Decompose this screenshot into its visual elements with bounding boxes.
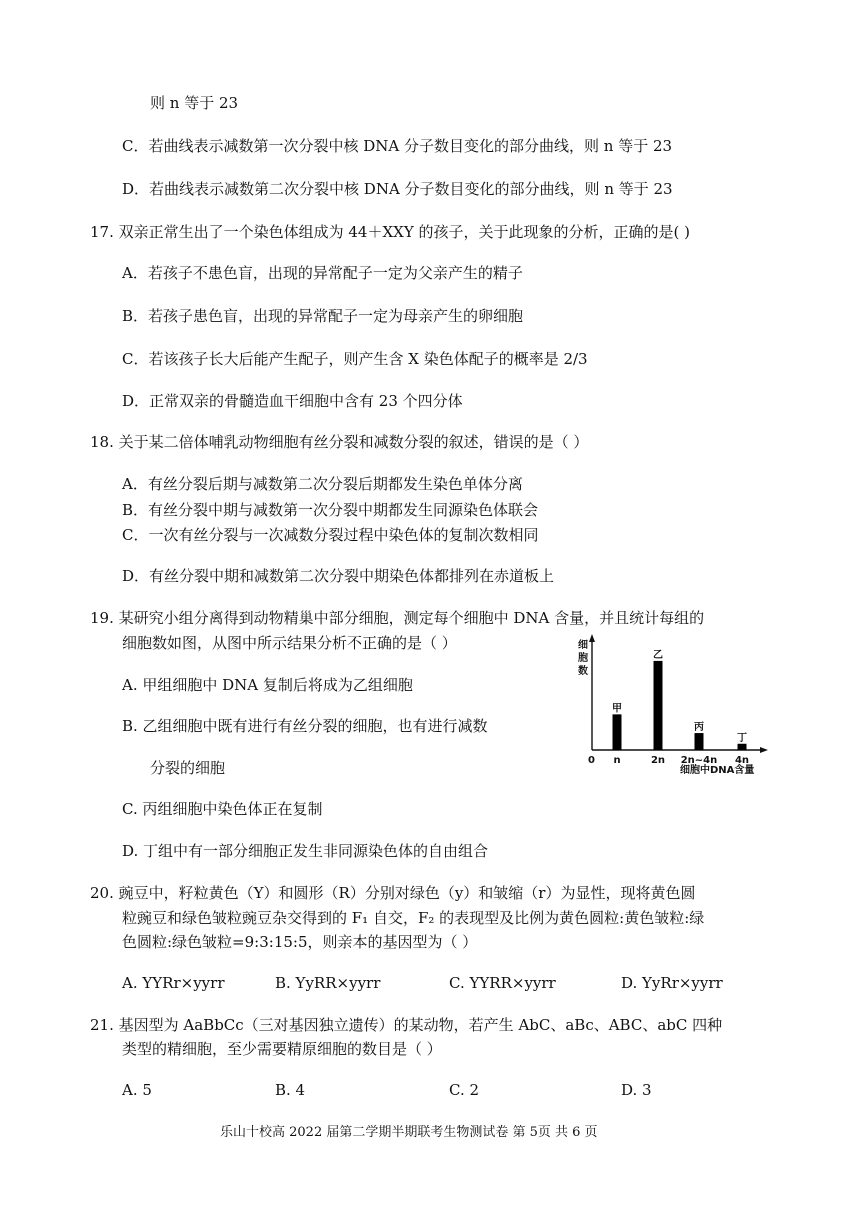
bar-1 [613,714,622,750]
q17-option-d: D．正常双亲的骨髓造血干细胞中含有 23 个四分体 [122,392,463,410]
y-axis-arrow [589,634,595,642]
q21-stem-cont: 类型的精细胞，至少需要精原细胞的数目是（ ） [122,1040,442,1058]
x-axis-label: 细胞中DNA含量 [680,765,755,776]
x-tick-label-3: 2n~4n [680,755,718,766]
bar-label-3: 丙 [694,722,704,734]
q17-option-b: B．若孩子患色盲，出现的异常配子一定为母亲产生的卵细胞 [122,307,524,325]
q18-option-c: C．一次有丝分裂与一次减数分裂过程中染色体的复制次数相同 [122,526,539,544]
q16-option-c: C．若曲线表示减数第一次分裂中核 DNA 分子数目变化的部分曲线，则 n 等于 23 [122,137,673,155]
q18-option-a: A．有丝分裂后期与减数第二次分裂后期都发生染色单体分离 [122,475,523,493]
q17-option-c: C．若该孩子长大后能产生配子，则产生含 X 染色体配子的概率是 2/3 [122,350,588,368]
bar-label-1: 甲 [612,703,622,715]
q20-option-d: D. YyRr×yyrr [621,974,723,992]
q20-stem: 20. 豌豆中，籽粒黄色（Y）和圆形（R）分别对绿色（y）和皱缩（r）为显性，现将黄色圆 [90,884,696,902]
q20-option-c: C. YYRR×yyrr [449,974,556,992]
bar-3 [695,733,704,750]
q19-stem-cont: 细胞数如图，从图中所示结果分析不正确的是（ ） [122,634,457,652]
q21-stem: 21. 基因型为 AaBbCc（三对基因独立遗传）的某动物，若产生 AbC、aBc、ABC、abC 四种 [90,1016,723,1034]
q18-option-d: D．有丝分裂中期和减数第二次分裂中期染色体都排列在赤道板上 [122,567,555,585]
x-axis-arrow [760,747,768,753]
q16-option-d: D．若曲线表示减数第二次分裂中核 DNA 分子数目变化的部分曲线，则 n 等于 23 [122,180,673,198]
q21-option-d: D. 3 [621,1081,652,1099]
q20-option-b: B. YyRR×yyrr [275,974,381,992]
q17-option-a: A．若孩子不患色盲，出现的异常配子一定为父亲产生的精子 [122,264,523,282]
q19-option-d: D. 丁组中有一部分细胞正发生非同源染色体的自由组合 [122,842,489,860]
bar-label-2: 乙 [653,649,663,661]
q19-option-c: C. 丙组细胞中染色体正在复制 [122,800,323,818]
q18-option-b: B．有丝分裂中期与减数第一次分裂中期都发生同源染色体联会 [122,501,539,519]
page-footer: 乐山十校高 2022 届第二学期半期联考生物测试卷 第 5页 共 6 页 [220,1125,598,1140]
x-tick-label-2: 2n [650,755,666,766]
q18-stem: 18. 关于某二倍体哺乳动物细胞有丝分裂和减数分裂的叙述，错误的是（ ） [90,433,589,451]
origin-label: 0 [588,755,595,766]
q20-stem-cont: 粒豌豆和绿色皱粒豌豆杂交得到的 F₁ 自交，F₂ 的表现型及比例为黄色圆粒:黄色皱粒:绿 [122,909,705,927]
x-tick-label-4: 4n [734,755,750,766]
y-axis-label-1: 细 [578,640,588,651]
q21-option-c: C. 2 [449,1081,480,1099]
q17-stem: 17. 双亲正常生出了一个染色体组成为 44＋XXY 的孩子，关于此现象的分析，正确的是( ) [90,223,690,241]
bar-label-4: 丁 [737,732,747,744]
x-tick-label-1: n [613,755,621,766]
q19-option-a: A. 甲组细胞中 DNA 复制后将成为乙组细胞 [122,676,413,694]
q21-option-b: B. 4 [275,1081,306,1099]
q20-stem-cont-2: 色圆粒:绿色皱粒=9:3:15:5，则亲本的基因型为（ ） [122,933,478,951]
q19-option-b-cont: 分裂的细胞 [150,759,226,777]
q20-option-a: A. YYRr×yyrr [122,974,225,992]
q19-stem: 19. 某研究小组分离得到动物精巢中部分细胞，测定每个细胞中 DNA 含量，并且统计每组的 [90,609,705,627]
bars-group [612,649,749,766]
q16-continuation: 则 n 等于 23 [150,94,239,112]
bar-2 [654,661,663,750]
y-axis-label-2: 胞 [578,653,588,664]
q19-option-b: B. 乙组细胞中既有进行有丝分裂的细胞，也有进行减数 [122,717,488,735]
y-axis-label-3: 数 [578,666,588,677]
q21-option-a: A. 5 [122,1081,152,1099]
bar-4 [738,744,747,750]
dna-content-bar-chart [572,632,772,777]
